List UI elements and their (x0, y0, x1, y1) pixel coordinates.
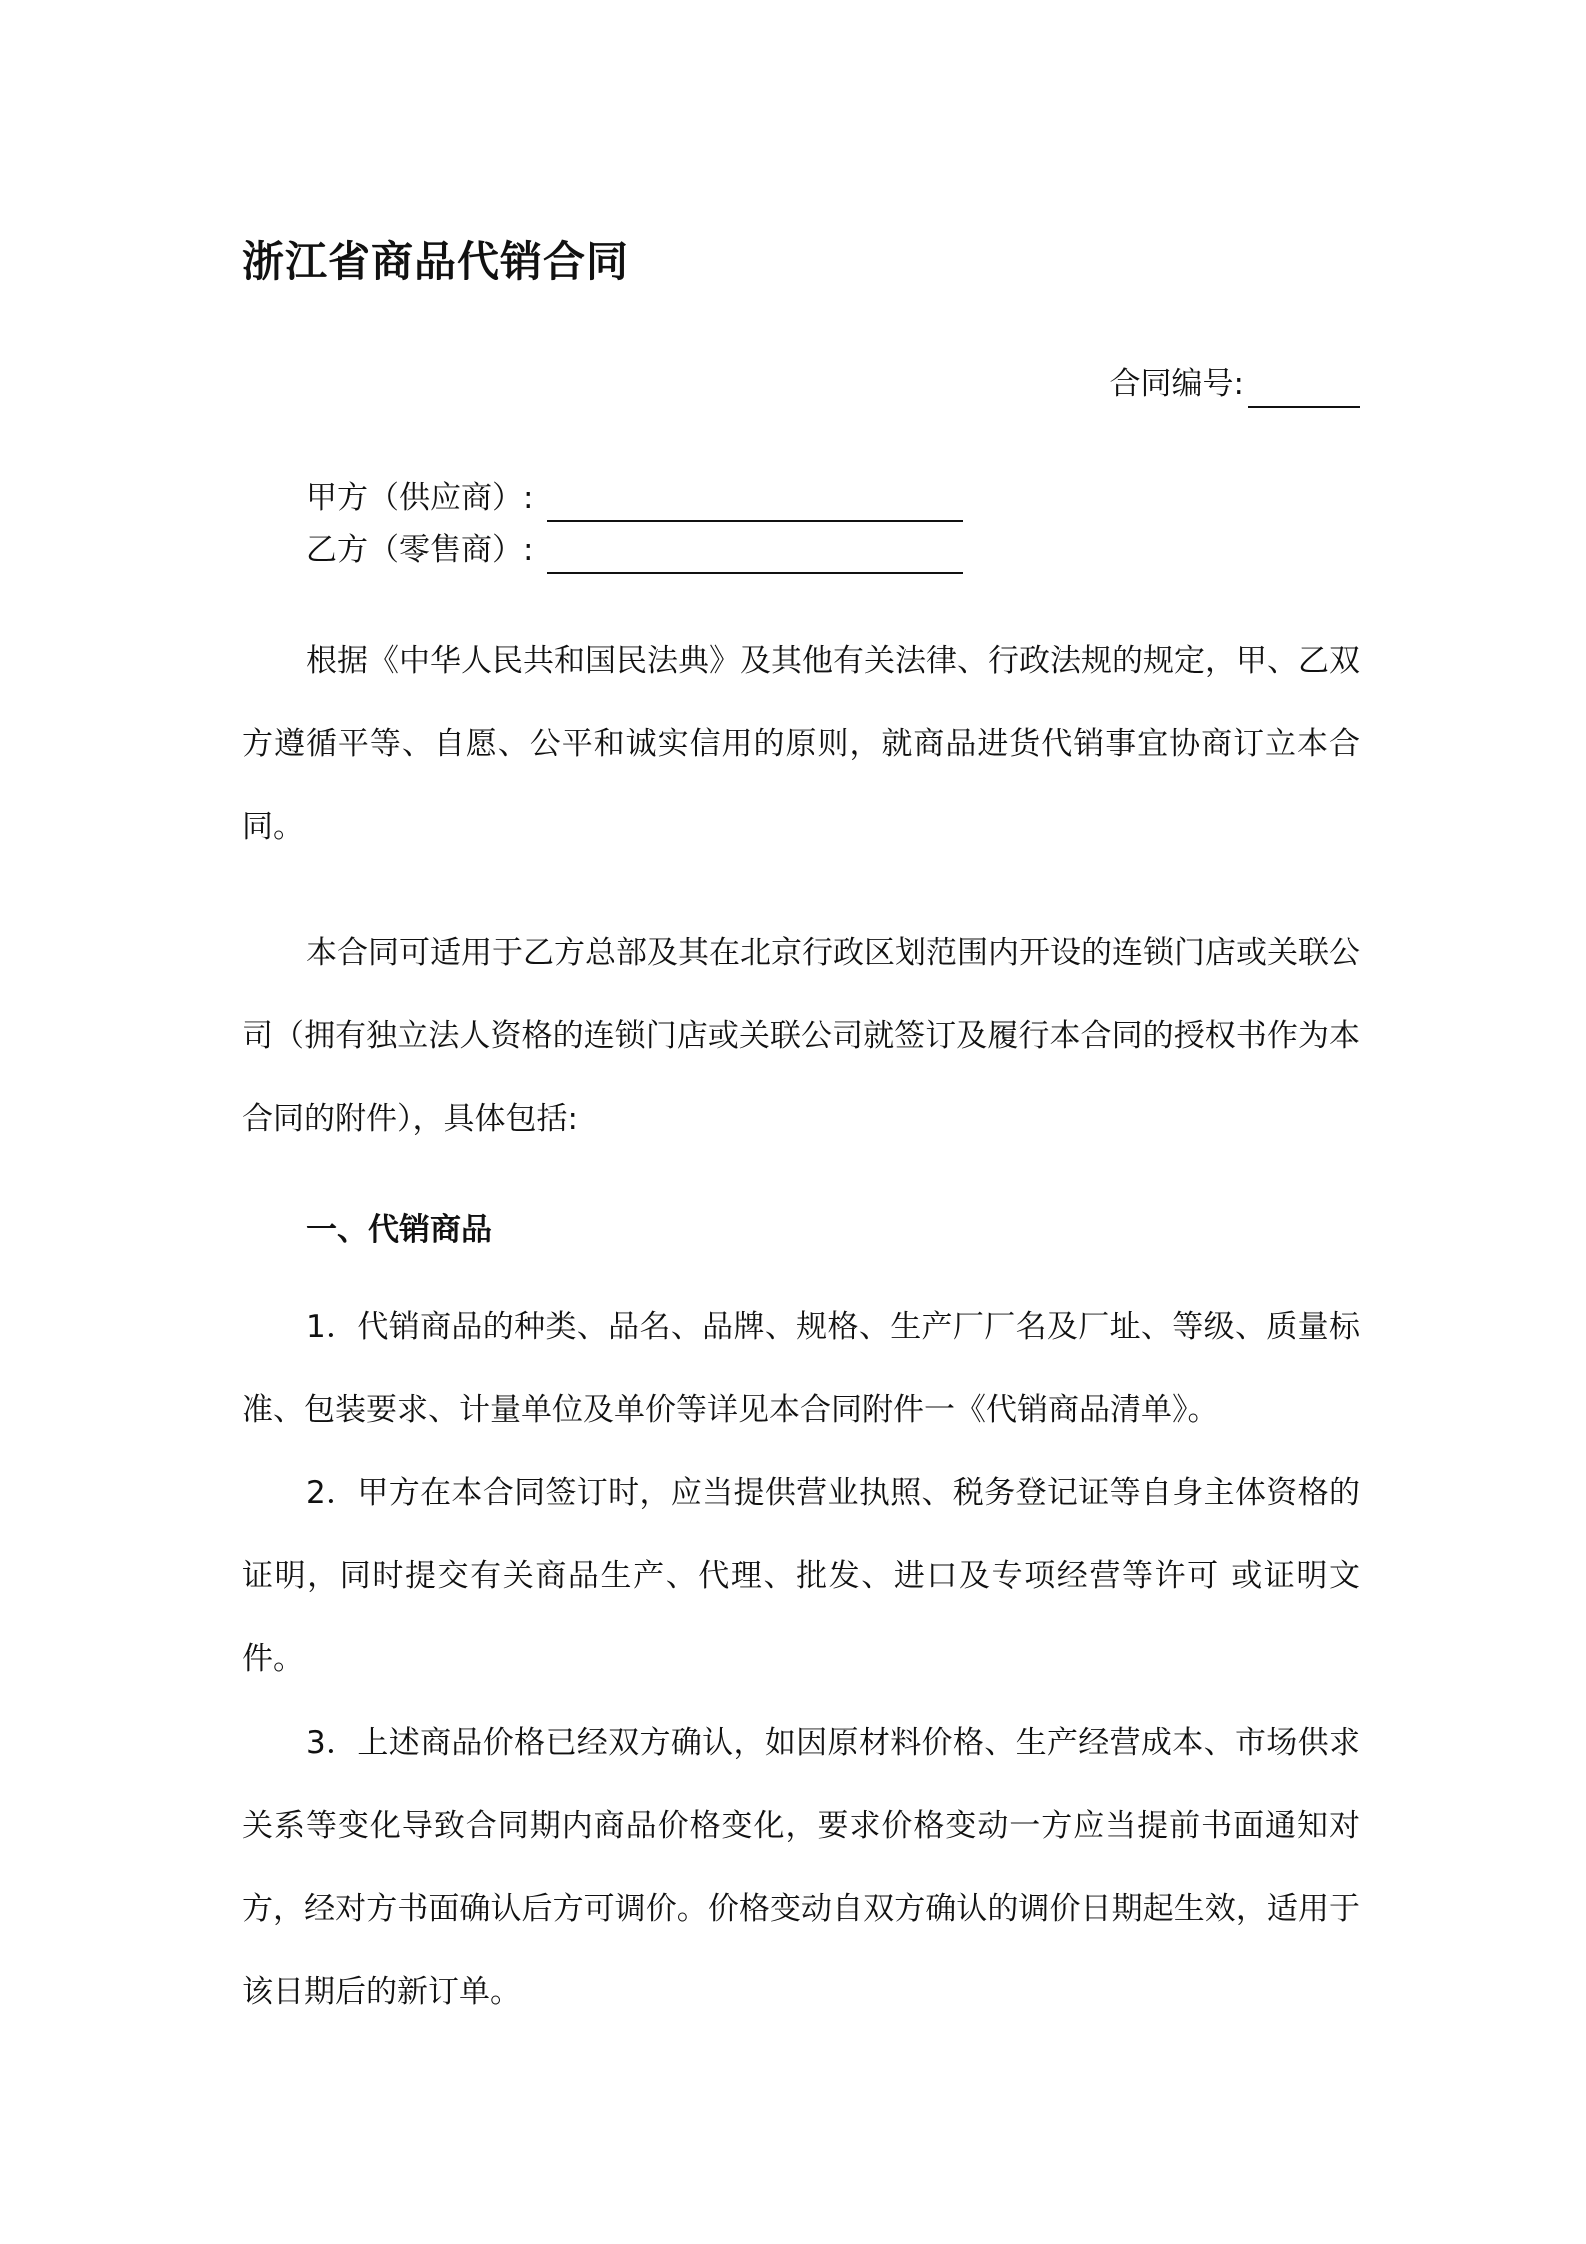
contract-number-blank (1248, 366, 1360, 408)
party-b-line (306, 526, 963, 574)
section-heading: 一、代销商品 (306, 1212, 492, 1248)
contract-number-field (1110, 360, 1360, 408)
party-a-label: 甲方（供应商）: (306, 480, 534, 516)
party-a-blank (547, 486, 963, 522)
party-b-blank (547, 538, 963, 574)
party-b-label: 乙方（零售商）: (306, 532, 534, 568)
document-title: 浙江省商品代销合同 (242, 237, 630, 286)
clause-item-1: 1．代销商品的种类、品名、品牌、规格、生产厂厂名及厂址、等级、质量标准、包装要求、计量单位及单价等详见本合同附件一《代销商品清单》。 (242, 1309, 1360, 1428)
contract-number-label: 合同编号: (1109, 366, 1244, 402)
party-a-line (306, 474, 963, 522)
clause-item-3: 3．上述商品价格已经双方确认，如因原材料价格、生产经营成本、市场供求关系等变化导致合同期内商品价格变化，要求价格变动一方应当提前书面通知对方，经对方书面确认后方可调价。价格变动自双方确认的调价日期起生效，适用于该日期后的新订单。 (242, 1725, 1360, 2010)
intro-paragraph: 根据《中华人民共和国民法典》及其他有关法律、行政法规的规定，甲、乙双方遵循平等、自愿、公平和诚实信用的原则，就商品进货代销事宜协商订立本合同。 (242, 643, 1360, 845)
scope-paragraph: 本合同可适用于乙方总部及其在北京行政区划范围内开设的连锁门店或关联公司（拥有独立法人资格的连锁门店或关联公司就签订及履行本合同的授权书作为本合同的附件），具体包括: (242, 935, 1360, 1137)
clause-item-2: 2．甲方在本合同签订时，应当提供营业执照、税务登记证等自身主体资格的证明，同时提交有关商品生产、代理、批发、进口及专项经营等许可 或证明文件。 (242, 1475, 1360, 1677)
